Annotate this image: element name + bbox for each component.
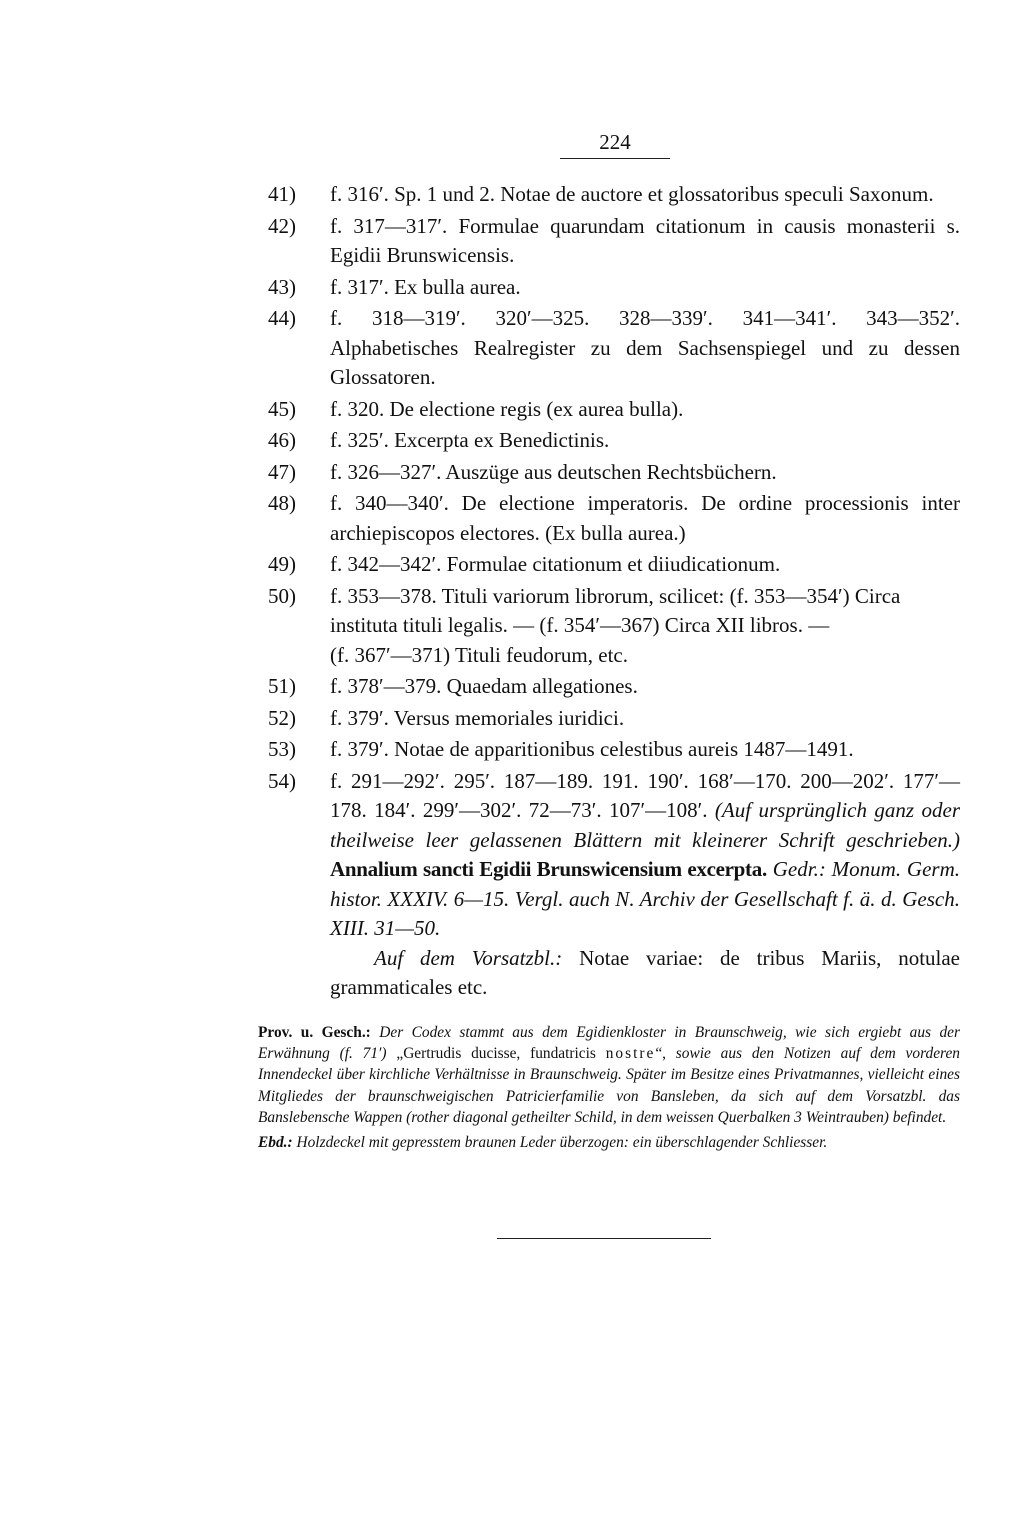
entry-text: f. 379′. Versus memoriales iuridici. (330, 705, 625, 730)
entry-line: (f. 367′—371) Tituli feudorum, etc. (330, 642, 628, 667)
entry-text: f. 325′. Excerpta ex Benedictinis. (330, 428, 610, 452)
entry-text: f. 326—327′. Auszüge aus deutschen Rechtsbüchern. (330, 459, 777, 484)
entry-line: f. 353—378. Tituli variorum librorum, scilicet: (f. 353—354′) Circa (330, 583, 901, 608)
list-item (268, 304, 960, 393)
provenance-notes (258, 1022, 960, 1157)
edition-reference: Gedr.: Monum. Germ. histor. XXXIV. 6—15. Vergl. auch N. Archiv der Gesellschaft f. ä. d. Gesch. XIII. 31—50. (330, 857, 960, 940)
entry-number: 49) (268, 552, 296, 576)
entry-text: f. 317′. Ex bulla aurea. (330, 274, 521, 299)
entry-number: 42) (268, 213, 296, 238)
binding-text: Holzdeckel mit gepresstem braunen Leder überzogen: ein überschlagender Schliesser. (296, 1134, 828, 1152)
list-item (268, 550, 960, 580)
list-item (268, 489, 960, 548)
list-item (268, 582, 960, 671)
entry-number: 51) (268, 674, 296, 698)
entry-text: f. 340—340′. De electione imperatoris. De ordine processionis inter archiepiscopos electores. (Ex bulla aurea.) (330, 491, 960, 545)
list-item (268, 273, 960, 303)
page-number-rule (560, 158, 670, 159)
entry-text: f. 379′. Notae de apparitionibus celestibus aureis 1487—1491. (330, 737, 854, 761)
list-item (268, 458, 960, 488)
entry-number: 47) (268, 459, 296, 484)
entry-number: 50) (268, 583, 296, 608)
entry-number: 43) (268, 274, 296, 299)
entry-number: 45) (268, 396, 296, 421)
binding-label: Ebd.: (258, 1134, 293, 1152)
provenance-label: Prov. u. Gesch.: (258, 1024, 371, 1041)
quote-part-2: nostre (605, 1045, 656, 1063)
list-item (268, 735, 960, 765)
list-item (268, 395, 960, 425)
list-item (268, 426, 960, 456)
vorsatz-label: Auf dem Vorsatzbl.: (374, 945, 563, 970)
work-title: Annalium sancti Egidii Brunswicensium excerpta. (330, 857, 767, 881)
entry-line: instituta tituli legalis. — (f. 354′—367) Circa XII libros. — (330, 613, 830, 637)
entry-text: f. 318—319′. 320′—325. 328—339′. 341—341′. 343—352′. Alphabetisches Realregister zu dem Sachsenspiegel und zu dessen Glossatoren. (330, 306, 960, 389)
entry-number: 52) (268, 705, 296, 730)
entry-text: f. 320. De electione regis (ex aurea bulla). (330, 396, 684, 421)
folio-references: f. 291—292′. 295′. 187—189. 191. 190′. 168′—170. 200—202′. 177′—178. 184′. 299′—302′. 72—73′. 107′—108′. (330, 768, 960, 822)
entry-number: 48) (268, 491, 296, 515)
vorsatz-note (330, 944, 960, 1003)
provenance-note (258, 1022, 960, 1128)
entry-number: 41) (268, 182, 296, 206)
entry-text (330, 582, 960, 671)
entry-text: f. 316′. Sp. 1 und 2. Notae de auctore et glossatoribus speculi Saxonum. (330, 182, 934, 206)
quote-part-1: „Gertrudis ducisse, fundatricis (396, 1045, 596, 1063)
page-number: 224 (599, 130, 631, 154)
script-note: (Auf ursprünglich ganz oder theilweise leer gelassenen Blättern mit kleinerer Schrift geschrieben.) (330, 798, 961, 852)
list-item (268, 672, 960, 702)
entry-text: f. 378′—379. Quaedam allegationes. (330, 674, 638, 698)
provenance-quote (396, 1045, 666, 1062)
entry-number: 53) (268, 737, 296, 761)
list-item (268, 704, 960, 734)
end-rule (497, 1238, 711, 1239)
provenance-text-2: sowie aus den Notizen auf dem vorderen Innendeckel über kirchliche Verhältnisse in Braunschweig. Später im Besitze eines Privatmannes, vielleicht eines Mitgliedes der braunschweigischen Patricierfamilie von Bansleben, da sich auf dem Vorsatzbl. das Banslebensche Wappen (rother diagonal getheilter Schild, in dem weissen Querbalken 3 Weintrauben) befindet. (258, 1045, 960, 1126)
manuscript-contents-list (268, 180, 960, 1005)
list-item (268, 180, 960, 210)
list-item (268, 212, 960, 271)
entry-number: 46) (268, 428, 296, 452)
provenance-text-1: Der Codex stammt aus dem Egidienkloster in Braunschweig, wie sich ergiebt aus der Erwähnung (f. 71′) (258, 1024, 960, 1063)
entry-text: f. 317—317′. Formulae quarundam citationum in causis monasterii s. Egidii Brunswicensis. (330, 213, 960, 267)
quote-part-3: “, (655, 1045, 666, 1063)
entry-number: 44) (268, 306, 296, 330)
vorsatz-text: Notae variae: de tribus Mariis, notulae grammaticales etc. (330, 945, 961, 999)
entry-text (330, 767, 960, 1003)
entry-text: f. 342—342′. Formulae citationum et diiudicationum. (330, 552, 781, 576)
list-item (268, 767, 960, 1003)
entry-number: 54) (268, 768, 296, 793)
binding-note (258, 1132, 960, 1153)
